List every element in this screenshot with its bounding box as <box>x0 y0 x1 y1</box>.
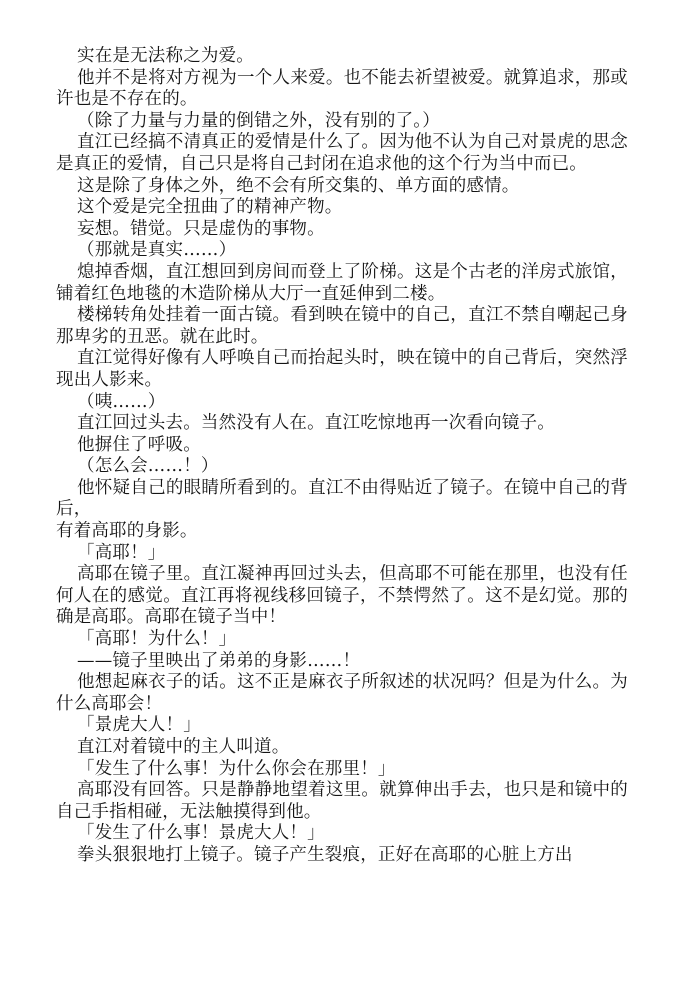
paragraph: 楼梯转角处挂着一面古镜。看到映在镜中的自己，直江不禁自嘲起己身那卑劣的丑恶。就在此时。 <box>56 305 628 347</box>
paragraph: 实在是无法称之为爱。 <box>77 46 254 66</box>
paragraph: （那就是真实……） <box>77 240 237 261</box>
paragraph: （咦……） <box>77 391 166 412</box>
paragraph: 他摒住了呼吸。 <box>77 434 201 455</box>
paragraph: 直江对着镜中的主人叫道。 <box>77 737 290 757</box>
paragraph: （怎么会……！） <box>77 456 219 477</box>
paragraph: 「高耶！」 <box>77 542 166 563</box>
paragraph: 有着高耶的身影。 <box>56 521 198 542</box>
paragraph: 拳头狠狠地打上镜子。镜子产生裂痕，正好在高耶的心脏上方出 <box>77 844 573 865</box>
paragraph: 这是除了身体之外，绝不会有所交集的、单方面的感情。 <box>77 175 520 196</box>
paragraph: （除了力量与力量的倒错之外，没有别的了。） <box>77 110 440 131</box>
paragraph: 他想起麻衣子的话。这不正是麻衣子所叙述的状况吗？但是为什么。为什么高耶会！ <box>56 672 628 714</box>
paragraph: 妄想。错觉。只是虚伪的事物。 <box>77 218 325 239</box>
paragraph: 高耶没有回答。只是静静地望着这里。就算伸出手去，也只是和镜中的自己手指相碰，无法触摸得到他。 <box>56 780 628 822</box>
paragraph: 这个爱是完全扭曲了的精神产物。 <box>77 197 343 218</box>
paragraph: 直江觉得好像有人呼唤自己而抬起头时，映在镜中的自己背后，突然浮现出人影来。 <box>56 348 628 390</box>
paragraph: 「发生了什么事！景虎大人！」 <box>77 823 325 844</box>
paragraph: 熄掉香烟，直江想回到房间而登上了阶梯。这是个古老的洋房式旅馆，铺着红色地毯的木造阶梯从大厅一直延伸到二楼。 <box>56 261 628 304</box>
text-body <box>56 46 628 867</box>
paragraph: 「发生了什么事！为什么你会在那里！」 <box>77 758 396 779</box>
paragraph: 「高耶！为什么！」 <box>77 629 237 650</box>
paragraph: 他并不是将对方视为一个人来爱。也不能去祈望被爱。就算追求，那或许也是不存在的。 <box>56 67 628 110</box>
paragraph: 他怀疑自己的眼睛所看到的。直江不由得贴近了镜子。在镜中自己的背后， <box>56 477 628 520</box>
paragraph: ——镜子里映出了弟弟的身影……！ <box>77 650 361 671</box>
paragraph: 「景虎大人！」 <box>77 715 201 736</box>
paragraph: 高耶在镜子里。直江凝神再回过头去，但高耶不可能在那里，也没有任何人在的感觉。直江再将视线移回镜子，不禁愕然了。这不是幻觉。那的确是高耶。高耶在镜子当中！ <box>56 564 628 628</box>
paragraph: 直江回过头去。当然没有人在。直江吃惊地再一次看向镜子。 <box>77 413 555 434</box>
paragraph: 直江已经搞不清真正的爱情是什么了。因为他不认为自己对景虎的思念是真正的爱情，自己只是将自己封闭在追求他的这个行为当中而已。 <box>56 132 628 174</box>
